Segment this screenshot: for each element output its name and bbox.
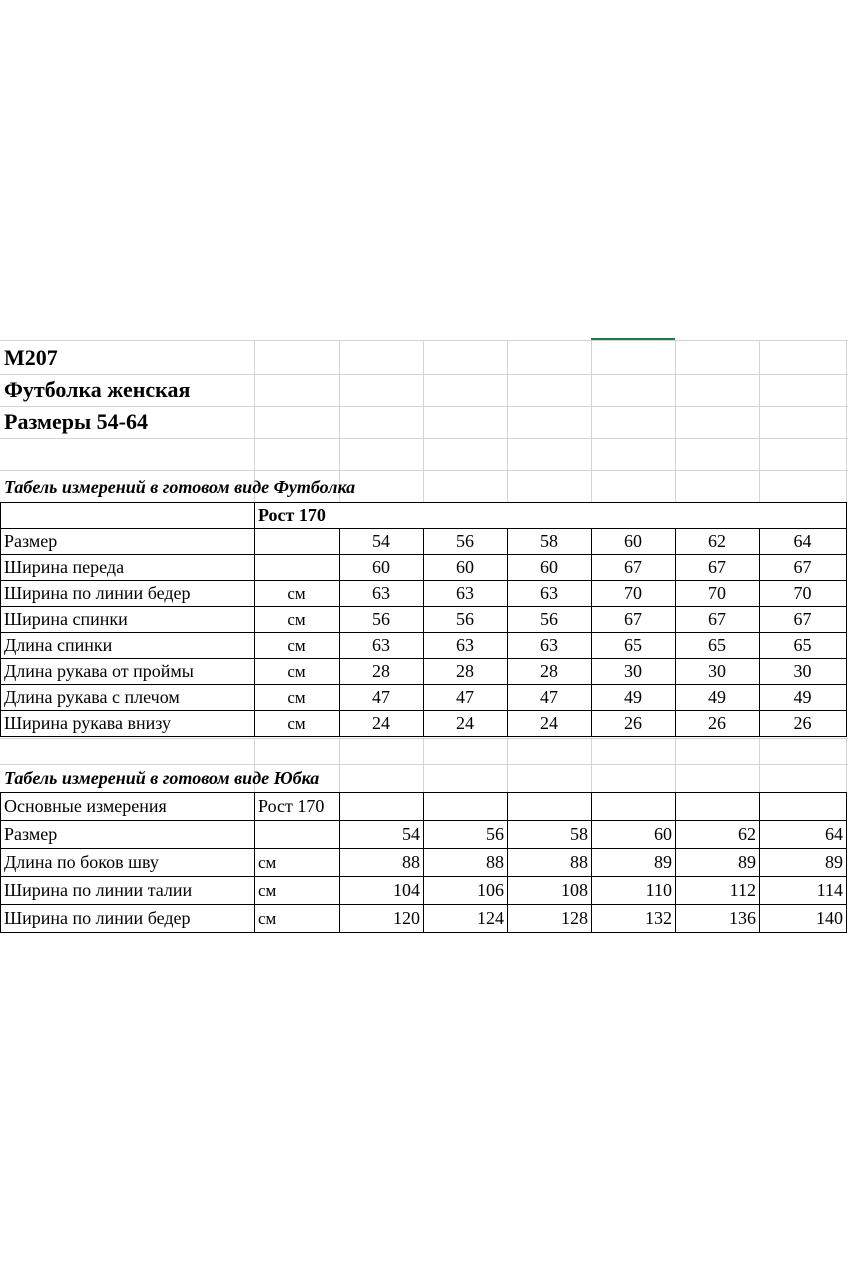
skirt-row-unit[interactable]: см — [258, 908, 277, 928]
gridline-v — [846, 340, 847, 502]
tshirt-value-cell[interactable]: 63 — [540, 635, 558, 655]
tshirt-value-cell[interactable]: 47 — [540, 687, 558, 707]
tshirt-value-cell[interactable]: 63 — [540, 583, 558, 603]
tshirt-size-cell[interactable]: 62 — [708, 531, 726, 551]
skirt-main-label[interactable]: Основные измерения — [4, 796, 167, 816]
tshirt-size-cell[interactable]: 54 — [372, 531, 390, 551]
border-v — [846, 792, 847, 932]
border-h — [0, 932, 847, 933]
skirt-value-cell[interactable]: 88 — [570, 852, 588, 872]
skirt-value-cell[interactable]: 106 — [477, 880, 504, 900]
tshirt-value-cell[interactable]: 56 — [540, 609, 558, 629]
gridline-v — [759, 340, 760, 502]
skirt-value-cell[interactable]: 89 — [654, 852, 672, 872]
gridline-v — [423, 340, 424, 502]
size-range[interactable]: Размеры 54-64 — [4, 409, 148, 434]
tshirt-row-label[interactable]: Ширина по линии бедер — [4, 583, 191, 603]
tshirt-size-cell[interactable]: 58 — [540, 531, 558, 551]
gridline-v — [507, 340, 508, 502]
tshirt-row-label[interactable]: Длина рукава от проймы — [4, 661, 194, 681]
tshirt-value-cell[interactable]: 26 — [793, 713, 812, 733]
tshirt-row-unit[interactable]: см — [287, 635, 306, 655]
skirt-row-label[interactable]: Длина по боков шву — [4, 852, 159, 872]
gridline-v — [423, 738, 424, 792]
skirt-row-unit[interactable]: см — [258, 852, 277, 872]
tshirt-value-cell[interactable]: 47 — [372, 687, 390, 707]
tshirt-row-label[interactable]: Ширина рукава внизу — [4, 713, 172, 733]
tshirt-value-cell[interactable]: 65 — [624, 635, 642, 655]
tshirt-table-title[interactable]: Табель измерений в готовом виде Футболка — [4, 477, 356, 497]
skirt-value-cell[interactable]: 89 — [825, 852, 843, 872]
tshirt-value-cell[interactable]: 67 — [708, 557, 726, 577]
skirt-value-cell[interactable]: 128 — [561, 908, 588, 928]
skirt-value-cell[interactable]: 110 — [645, 880, 672, 900]
tshirt-value-cell[interactable]: 67 — [624, 557, 642, 577]
skirt-value-cell[interactable]: 124 — [477, 908, 504, 928]
skirt-size-cell[interactable]: 56 — [486, 824, 504, 844]
skirt-row-label[interactable]: Ширина по линии бедер — [4, 908, 191, 928]
tshirt-value-cell[interactable]: 30 — [708, 661, 726, 681]
tshirt-value-cell[interactable]: 26 — [624, 713, 642, 733]
tshirt-size-cell[interactable]: 56 — [456, 531, 474, 551]
tshirt-value-cell[interactable]: 67 — [708, 609, 726, 629]
skirt-height-label[interactable]: Рост 170 — [258, 796, 325, 816]
tshirt-value-cell[interactable]: 26 — [708, 713, 726, 733]
tshirt-row-unit[interactable]: см — [287, 687, 306, 707]
tshirt-value-cell[interactable]: 65 — [793, 635, 812, 655]
tshirt-value-cell[interactable]: 60 — [540, 557, 558, 577]
tshirt-size-label[interactable]: Размер — [4, 531, 58, 551]
skirt-value-cell[interactable]: 120 — [393, 908, 420, 928]
tshirt-value-cell[interactable]: 28 — [372, 661, 390, 681]
skirt-row-unit[interactable]: см — [258, 880, 277, 900]
gridline-h — [0, 470, 848, 471]
tshirt-row-label[interactable]: Ширина переда — [4, 557, 125, 577]
tshirt-row-unit[interactable]: см — [287, 609, 306, 629]
tshirt-value-cell[interactable]: 67 — [793, 609, 812, 629]
tshirt-value-cell[interactable]: 70 — [708, 583, 726, 603]
tshirt-value-cell[interactable]: 49 — [708, 687, 726, 707]
gridline-v — [759, 738, 760, 792]
skirt-table-title[interactable]: Табель измерений в готовом виде Юбка — [4, 768, 320, 788]
tshirt-height-label[interactable]: Рост 170 — [258, 505, 326, 525]
tshirt-value-cell[interactable]: 63 — [372, 635, 390, 655]
skirt-size-cell[interactable]: 58 — [570, 824, 588, 844]
tshirt-row-unit[interactable]: см — [287, 713, 306, 733]
gridline-v — [507, 738, 508, 792]
tshirt-value-cell[interactable]: 47 — [456, 687, 474, 707]
skirt-size-label[interactable]: Размер — [4, 824, 58, 844]
skirt-value-cell[interactable]: 108 — [561, 880, 588, 900]
gridline-v — [846, 738, 847, 792]
tshirt-row-label[interactable]: Ширина спинки — [4, 609, 128, 629]
gridline-v — [675, 738, 676, 792]
tshirt-value-cell[interactable]: 56 — [372, 609, 390, 629]
tshirt-value-cell[interactable]: 60 — [456, 557, 474, 577]
tshirt-value-cell[interactable]: 56 — [456, 609, 474, 629]
tshirt-value-cell[interactable]: 60 — [372, 557, 390, 577]
tshirt-value-cell[interactable]: 30 — [624, 661, 642, 681]
skirt-value-cell[interactable]: 112 — [729, 880, 756, 900]
border-h — [0, 736, 847, 737]
tshirt-row-unit[interactable]: см — [287, 661, 306, 681]
tshirt-value-cell[interactable]: 24 — [372, 713, 390, 733]
tshirt-value-cell[interactable]: 49 — [624, 687, 642, 707]
skirt-value-cell[interactable]: 140 — [816, 908, 843, 928]
gridline-v — [591, 738, 592, 792]
tshirt-value-cell[interactable]: 67 — [793, 557, 812, 577]
tshirt-value-cell[interactable]: 63 — [456, 583, 474, 603]
product-name[interactable]: Футболка женская — [4, 377, 191, 402]
tshirt-size-cell[interactable]: 64 — [793, 531, 812, 551]
skirt-size-cell[interactable]: 60 — [654, 824, 672, 844]
tshirt-value-cell[interactable]: 70 — [793, 583, 812, 603]
skirt-size-cell[interactable]: 64 — [825, 824, 843, 844]
tshirt-row-unit[interactable] — [254, 554, 339, 580]
tshirt-row-label[interactable]: Длина спинки — [4, 635, 113, 655]
tshirt-value-cell[interactable]: 30 — [793, 661, 812, 681]
tshirt-value-cell[interactable]: 63 — [456, 635, 474, 655]
tshirt-row-unit[interactable]: см — [287, 583, 306, 603]
tshirt-value-cell[interactable]: 70 — [624, 583, 642, 603]
skirt-size-cell[interactable]: 62 — [738, 824, 756, 844]
active-cell-marker — [591, 338, 675, 340]
tshirt-value-cell[interactable]: 24 — [540, 713, 558, 733]
tshirt-value-cell[interactable]: 63 — [372, 583, 390, 603]
gridline-v — [675, 340, 676, 502]
gridline-v — [591, 340, 592, 502]
skirt-value-cell[interactable]: 88 — [402, 852, 420, 872]
tshirt-value-cell[interactable]: 28 — [456, 661, 474, 681]
skirt-value-cell[interactable]: 132 — [645, 908, 672, 928]
tshirt-value-cell[interactable]: 65 — [708, 635, 726, 655]
tshirt-row-label[interactable]: Длина рукава с плечом — [4, 687, 180, 707]
skirt-value-cell[interactable]: 88 — [486, 852, 504, 872]
gridline-h — [0, 438, 848, 439]
skirt-row-label[interactable]: Ширина по линии талии — [4, 880, 193, 900]
tshirt-size-cell[interactable]: 60 — [624, 531, 642, 551]
skirt-value-cell[interactable]: 114 — [816, 880, 843, 900]
skirt-value-cell[interactable]: 89 — [738, 852, 756, 872]
tshirt-value-cell[interactable]: 28 — [540, 661, 558, 681]
border-h — [0, 502, 847, 503]
tshirt-value-cell[interactable]: 49 — [793, 687, 812, 707]
gridline-v — [339, 738, 340, 792]
skirt-value-cell[interactable]: 136 — [729, 908, 756, 928]
gridline-h — [0, 340, 848, 341]
tshirt-value-cell[interactable]: 67 — [624, 609, 642, 629]
skirt-value-cell[interactable]: 104 — [393, 880, 420, 900]
tshirt-value-cell[interactable]: 24 — [456, 713, 474, 733]
model-code[interactable]: М207 — [4, 345, 58, 370]
border-v — [846, 502, 847, 736]
gridline-h — [0, 738, 848, 739]
skirt-size-cell[interactable]: 54 — [402, 824, 420, 844]
